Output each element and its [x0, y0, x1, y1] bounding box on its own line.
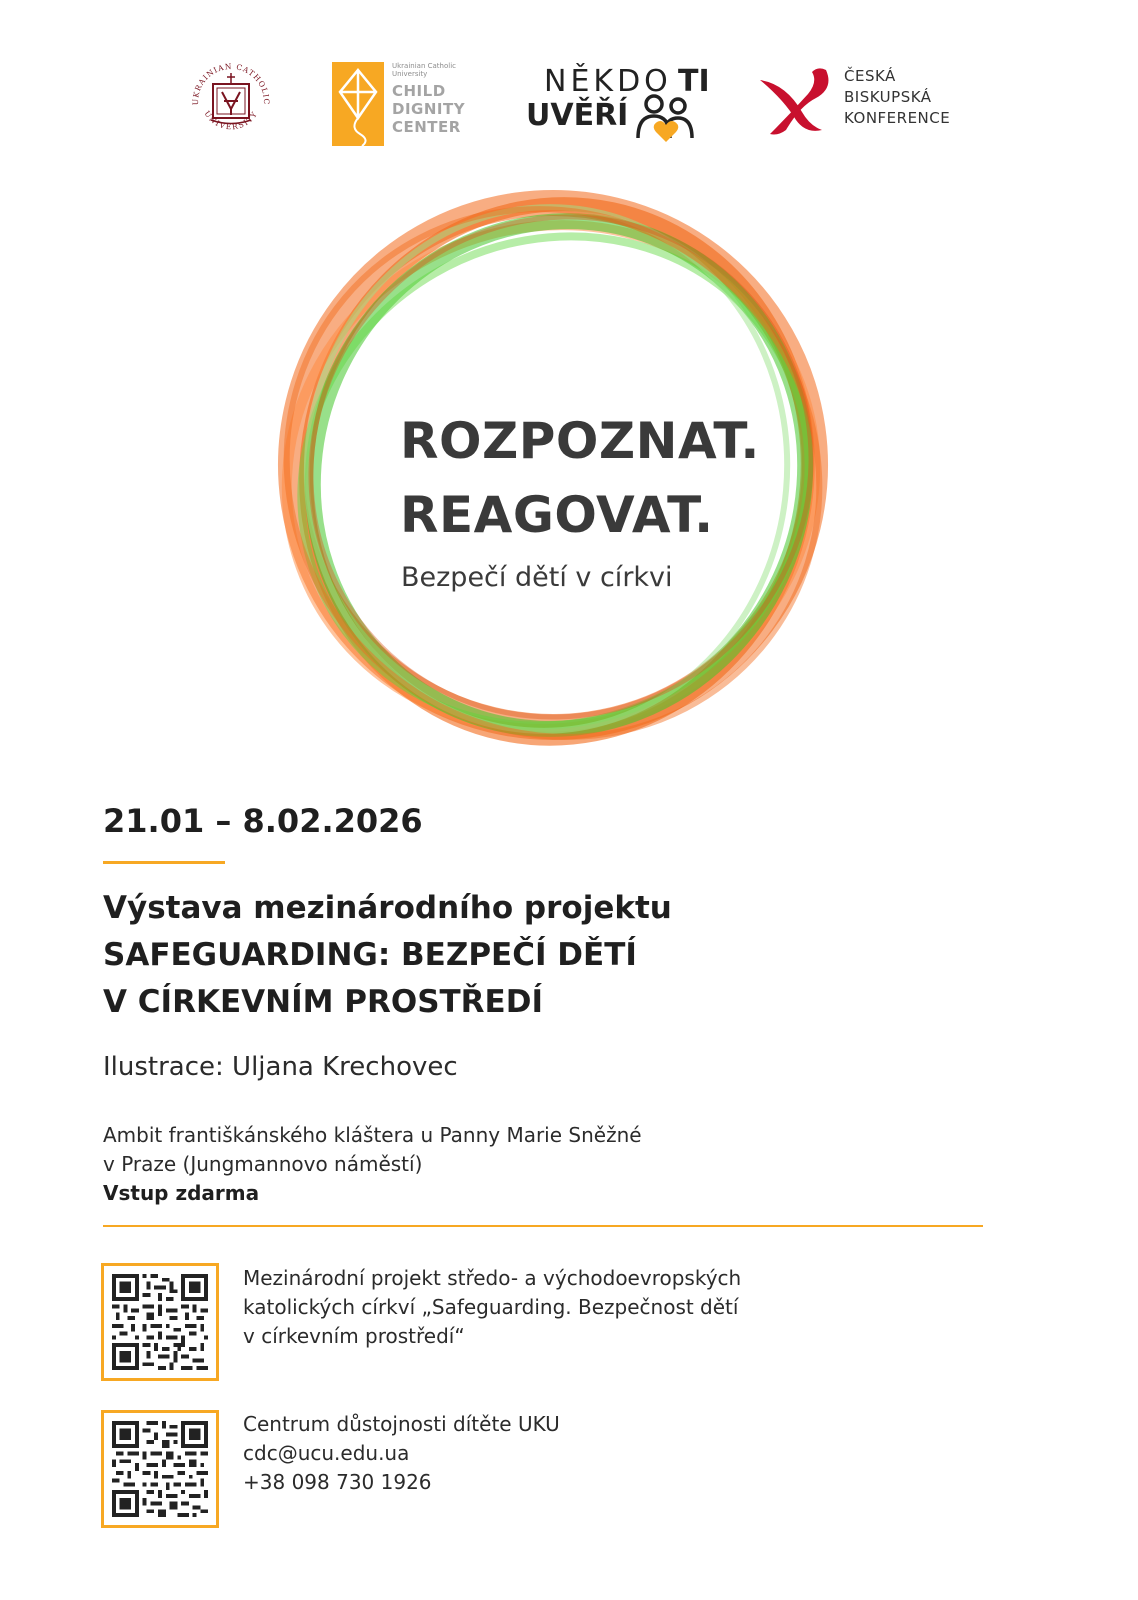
hero-title-line2: REAGOVAT. — [400, 486, 714, 544]
cdc-name — [392, 82, 465, 136]
ti-text: TI — [678, 64, 710, 99]
nekdo-ti-uveri-logo — [524, 64, 714, 142]
cbk-name — [844, 66, 950, 129]
ucu-emblem-icon — [186, 57, 276, 147]
people-heart-icon — [632, 92, 698, 144]
cdc-small-line2: University — [392, 70, 428, 78]
ucu-arc-bottom-text: UNIVERSITY — [202, 109, 260, 132]
exhibition-heading — [103, 885, 803, 1026]
contact-block — [243, 1410, 560, 1497]
hero-subtitle: Bezpečí dětí v církvi — [401, 562, 673, 593]
cbk-line3: KONFERENCE — [844, 109, 951, 127]
cbk-line2: BISKUPSKÁ — [844, 88, 932, 106]
project-description — [243, 1264, 741, 1351]
project-description-line1: Mezinárodní projekt středo- a východoevropských — [243, 1266, 742, 1290]
cdc-line2: DIGNITY — [392, 100, 466, 118]
qr-code-icon — [112, 1274, 208, 1370]
venue-line1: Ambit františkánského kláštera u Panny Marie Sněžné — [103, 1123, 642, 1147]
venue-block — [103, 1121, 642, 1208]
hero-title-line1: ROZPOZNAT. — [400, 412, 760, 470]
heading-line3: V CÍRKEVNÍM PROSTŘEDÍ — [103, 984, 543, 1020]
cdc-small-line1: Ukrainian Catholic — [392, 62, 457, 70]
ceska-biskupska-konference-logo — [756, 64, 986, 138]
kite-icon — [332, 62, 384, 146]
cdc-kite-mark — [332, 62, 384, 146]
qr-code-icon — [112, 1421, 208, 1517]
brush-ring-illustration — [255, 175, 855, 775]
project-qr-code[interactable] — [101, 1263, 219, 1381]
event-dates: 21.01 – 8.02.2026 — [103, 802, 423, 840]
illustrator-credit: Ilustrace: Uljana Krechovec — [103, 1052, 458, 1082]
cdc-line3: CENTER — [392, 118, 461, 136]
cbk-line1: ČESKÁ — [844, 67, 896, 85]
accent-divider-short — [103, 861, 225, 864]
child-dignity-center-logo — [332, 62, 482, 146]
venue-line2: v Praze (Jungmannovo náměstí) — [103, 1152, 423, 1176]
contact-phone[interactable]: +38 098 730 1926 — [243, 1470, 432, 1494]
cbk-ribbon-icon — [756, 64, 834, 138]
ucu-arc-top-text: UKRAINIAN CATHOLIC — [190, 61, 272, 106]
project-description-line3: v církevním prostředí“ — [243, 1324, 465, 1348]
cdc-line1: CHILD — [392, 82, 446, 100]
ucu-logo — [186, 57, 276, 147]
heading-line2: SAFEGUARDING: BEZPEČÍ DĚTÍ — [103, 937, 637, 973]
contact-organization: Centrum důstojnosti dítěte UKU — [243, 1412, 560, 1436]
free-entry-label: Vstup zdarma — [103, 1181, 260, 1205]
project-description-line2: katolických církví „Safeguarding. Bezpečnost dětí — [243, 1295, 739, 1319]
accent-divider-long — [103, 1225, 983, 1227]
contact-email[interactable]: cdc@ucu.edu.ua — [243, 1441, 410, 1465]
contact-qr-code[interactable] — [101, 1410, 219, 1528]
nekdo-text: NĚKDO — [544, 64, 672, 99]
cdc-small-caption — [392, 62, 456, 78]
heading-line1: Výstava mezinárodního projektu — [103, 890, 672, 926]
uveri-text: UVĚŘÍ — [526, 98, 629, 133]
